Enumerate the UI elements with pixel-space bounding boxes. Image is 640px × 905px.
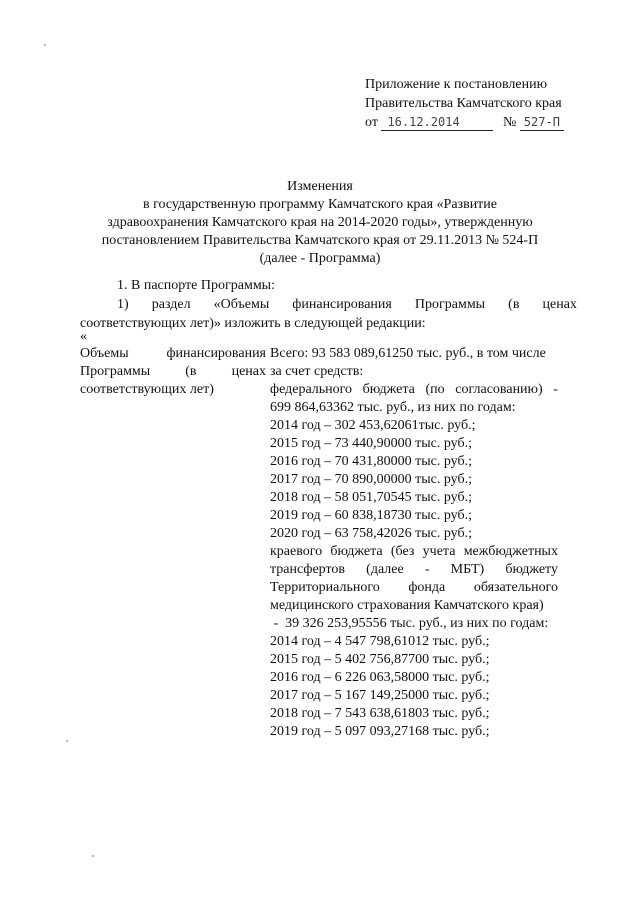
- item-1-1-continuation: соответствующих лет)» изложить в следующей редакции:: [80, 316, 426, 331]
- scan-speck: [92, 855, 94, 857]
- word: учета: [422, 544, 456, 559]
- word: МБТ): [450, 562, 485, 577]
- regional-line-5: - 39 326 253,95556 тыс. руб., из них по годам:: [270, 616, 549, 631]
- word: раздел: [151, 297, 191, 312]
- opening-quote: «: [80, 329, 87, 344]
- federal-year-row: 2018 год – 58 051,70545 тыс. руб.;: [270, 490, 472, 505]
- title-line-4: (далее - Программа): [259, 251, 381, 266]
- regional-year-row: 2015 год – 5 402 756,87700 тыс. руб.;: [270, 652, 490, 667]
- word: Территориального: [270, 580, 380, 595]
- word: (без: [390, 544, 415, 559]
- title-line-2: здравоохранения Камчатского края на 2014-2020 годы», утвержденную: [107, 215, 533, 230]
- regional-line-3: [270, 579, 558, 597]
- regional-line-1: [270, 543, 558, 561]
- federal-line-1: [270, 381, 558, 399]
- approval-number: 527-П: [520, 115, 564, 131]
- table-right-column: [270, 345, 558, 741]
- approval-block: [365, 75, 625, 132]
- word: бюджета: [330, 544, 383, 559]
- federal-year-row: 2019 год – 60 838,18730 тыс. руб.;: [270, 508, 472, 523]
- regional-year-row: 2016 год – 6 226 063,58000 тыс. руб.;: [270, 670, 490, 685]
- word: бюджету: [505, 562, 558, 577]
- federal-line-2: 699 864,63362 тыс. руб., из них по годам:: [270, 400, 516, 415]
- regional-year-row: 2014 год – 4 547 798,61012 тыс. руб.;: [270, 634, 490, 649]
- title-heading: Изменения: [287, 179, 353, 194]
- number-label: №: [502, 115, 517, 130]
- word: Программы: [80, 364, 151, 379]
- word: 1): [117, 297, 129, 312]
- word: Программы: [414, 297, 486, 312]
- left-line-1: [80, 345, 266, 363]
- scan-speck: [66, 740, 68, 742]
- regional-line-2: [270, 561, 558, 579]
- approval-line-2: Правительства Камчатского края: [365, 96, 562, 111]
- word: Объемы: [80, 346, 129, 361]
- word: согласованию): [455, 382, 543, 397]
- total-line: Всего: 93 583 089,61250 тыс. руб., в том числе: [270, 346, 546, 361]
- title-line-1: в государственную программу Камчатского края «Развитие: [142, 197, 498, 212]
- word: ценах: [542, 297, 577, 312]
- word: федерального: [270, 382, 353, 397]
- approval-line-1: Приложение к постановлению: [365, 77, 548, 92]
- regional-year-row: 2017 год – 5 167 149,25000 тыс. руб.;: [270, 688, 490, 703]
- word: -: [553, 382, 558, 397]
- word: краевого: [270, 544, 323, 559]
- word: «Объемы: [213, 297, 270, 312]
- from-label: от: [365, 115, 378, 130]
- table-left-column: [80, 345, 266, 399]
- title-line-3: постановлением Правительства Камчатского края от 29.11.2013 № 524-П: [101, 233, 539, 248]
- word: финансирования: [292, 297, 392, 312]
- word: межбюджетных: [463, 544, 558, 559]
- federal-year-row: 2016 год – 70 431,80000 тыс. руб.;: [270, 454, 472, 469]
- regional-line-4: медицинского страхования Камчатского края): [270, 598, 544, 613]
- word: фонда: [408, 580, 446, 595]
- item-1: 1. В паспорте Программы:: [117, 278, 275, 293]
- word: (в: [185, 364, 197, 379]
- item-1-1-line: [117, 295, 577, 314]
- word: обязательного: [473, 580, 558, 595]
- left-line-3: соответствующих лет): [80, 382, 214, 397]
- title-block: [60, 178, 580, 268]
- left-line-2: [80, 363, 266, 381]
- word: бюджета: [362, 382, 415, 397]
- word: трансфертов: [270, 562, 346, 577]
- word: (по: [425, 382, 445, 397]
- word: финансирования: [166, 346, 266, 361]
- word: -: [424, 562, 430, 577]
- federal-year-row: 2015 год – 73 440,90000 тыс. руб.;: [270, 436, 472, 451]
- approval-date-number-row: [365, 113, 625, 132]
- sources-line: за счет средств:: [270, 364, 364, 379]
- federal-year-row: 2017 год – 70 890,00000 тыс. руб.;: [270, 472, 472, 487]
- federal-year-row: 2020 год – 63 758,42026 тыс. руб.;: [270, 526, 472, 541]
- scan-speck: [44, 44, 46, 46]
- federal-year-row: 2014 год – 302 453,62061тыс. руб.;: [270, 418, 476, 433]
- regional-year-row: 2018 год – 7 543 638,61803 тыс. руб.;: [270, 706, 490, 721]
- approval-date: 16.12.2014: [381, 115, 493, 131]
- word: ценах: [231, 364, 266, 379]
- regional-year-row: 2019 год – 5 097 093,27168 тыс. руб.;: [270, 724, 490, 739]
- word: (в: [508, 297, 520, 312]
- word: (далее: [366, 562, 404, 577]
